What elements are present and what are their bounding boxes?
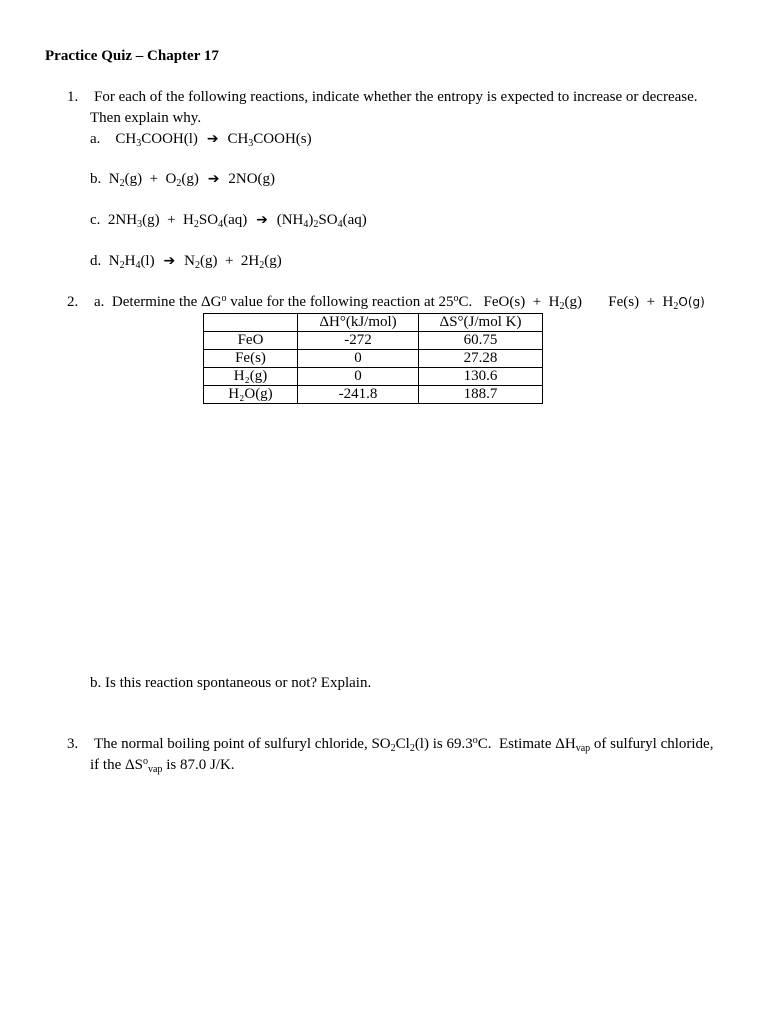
q1-part-c (90, 210, 367, 230)
table-row (204, 386, 543, 404)
q1-number: 1. (67, 89, 79, 105)
q2-part-a: a. Determine the $\Delta G^o$ value for the following reaction at 25$^o$C. $FeO(s) + H_2(g)$ $Fe(s) + H_2O(g)$ (94, 293, 705, 312)
table-cell: 188.7 (419, 386, 543, 404)
table-cell: 0 (298, 350, 419, 368)
page-title: Practice Quiz – Chapter 17 (45, 48, 219, 64)
table-cell: FeO (204, 332, 298, 350)
q1a-label: a. (90, 131, 101, 147)
q3-number: 3. (67, 736, 79, 752)
table-row (204, 332, 543, 350)
q2-number: 2. (67, 294, 79, 310)
q1a-reactant: $CH_3COOH(l)$ (115, 131, 198, 149)
q1-part-b (90, 169, 275, 189)
table-cell: -272 (298, 332, 419, 350)
q1a-product: $CH_3COOH(s)$ (227, 131, 312, 149)
q1-text-line2: Then explain why. (90, 110, 202, 126)
q1b-reactants: $N_2(g) + O_2(g)$ (108, 171, 199, 189)
q1c-products: $(NH_4)_2SO_4(aq)$ (276, 212, 367, 230)
q1d-label: d. (90, 253, 102, 269)
q1-text-line1: For each of the following reactions, indicate whether the entropy is expected to increase or decrease. (94, 89, 698, 105)
q2-part-b: b. Is this reaction spontaneous or not? Explain. (90, 675, 372, 691)
table-cell: H₂O(g) (204, 386, 298, 404)
thermo-data-table (203, 313, 543, 404)
table-row (204, 368, 543, 386)
reaction-arrow-icon: ➔ (206, 131, 219, 147)
table-header-cell: ΔS°(J/mol K) (419, 314, 543, 332)
table-header-row (204, 314, 543, 332)
reaction-arrow-icon: ➔ (207, 171, 220, 187)
table-cell: 60.75 (419, 332, 543, 350)
q3-text-line2: if the $\Delta S^o_{vap}$ is 87.0 J/K. (90, 756, 235, 775)
q1-part-d (90, 251, 282, 271)
q1-part-a (90, 129, 312, 149)
table-cell: -241.8 (298, 386, 419, 404)
q3-text-line1: The normal boiling point of sulfuryl chloride, $SO_2Cl_2(l)$ is 69.3$^o$C. Estimate $\Delta H_{vap}$ of sulfuryl chloride, (94, 735, 714, 754)
reaction-arrow-icon: ➔ (163, 253, 176, 269)
q1c-label: c. (90, 212, 101, 228)
table-cell: Fe(s) (204, 350, 298, 368)
q1d-reactants: $N_2H_4(l)$ (108, 253, 155, 271)
q1b-products: 2NO(g) (228, 171, 276, 187)
q1c-reactants: $2NH_3(g) + H_2SO_4(aq)$ (107, 212, 248, 230)
table-row (204, 350, 543, 368)
q1d-products: $N_2(g) + 2H_2(g)$ (184, 253, 282, 271)
table-cell: 0 (298, 368, 419, 386)
table-header-cell: ΔH°(kJ/mol) (298, 314, 419, 332)
table-header-cell (204, 314, 298, 332)
table-cell: 27.28 (419, 350, 543, 368)
table-cell: 130.6 (419, 368, 543, 386)
table-cell: H₂(g) (204, 368, 298, 386)
q1b-label: b. (90, 171, 102, 187)
reaction-arrow-icon: ➔ (256, 212, 268, 228)
